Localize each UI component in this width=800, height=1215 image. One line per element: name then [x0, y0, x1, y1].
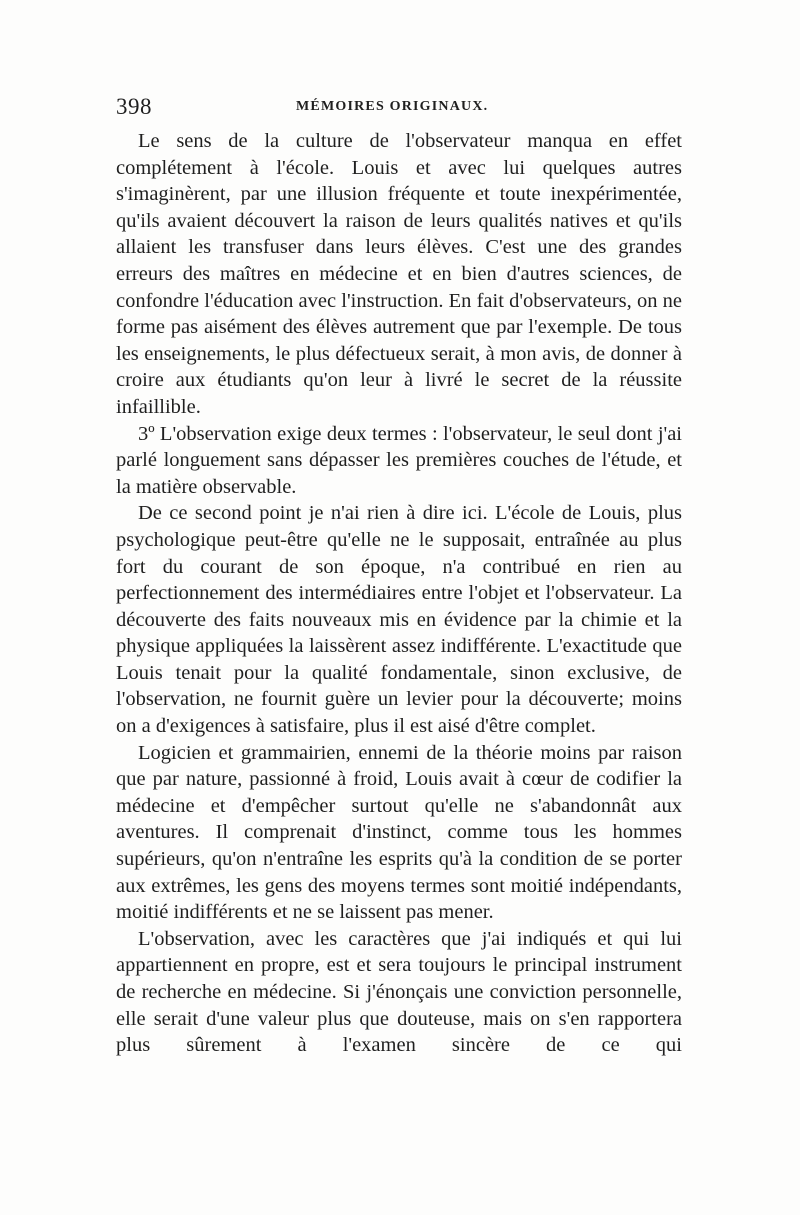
paragraph: Le sens de la culture de l'observateur manqua en effet complétement à l'école. Louis et avec lui quelques autres s'imaginèrent, par une illusion fréquente et toute inexpérimentée, qu'ils avaient découvert la raison de leurs qualités natives et qu'ils allaient les transfuser dans leurs élèves. C'est une des grandes erreurs des maîtres en médecine et en bien d'autres sciences, de confondre l'éducation avec l'instruction. En fait d'observateurs, on ne forme pas aisément des élèves autrement que par l'exemple. De tous les enseignements, le plus défectueux serait, à mon avis, de donner à croire aux étudiants qu'on leur à livré le secret de la réussite infaillible.: [116, 130, 682, 418]
paragraph: 3º L'observation exige deux termes : l'observateur, le seul dont j'ai parlé longuement sans dépasser les premières couches de l'étude, et la matière observable.: [116, 422, 682, 498]
body-text: [116, 128, 682, 1059]
page-number: 398: [116, 94, 152, 119]
paragraph: Logicien et grammairien, ennemi de la théorie moins par raison que par nature, passionné à froid, Louis avait à cœur de codifier la médecine et d'empêcher surtout qu'elle ne s'abandonnât aux aventures. Il comprenait d'instinct, comme tous les hommes supérieurs, qu'on n'entraîne les esprits qu'à la condition de se porter aux extrêmes, les gens des moyens termes sont moitié indépendants, moitié indifférents et ne se laissent pas mener.: [116, 741, 682, 924]
paragraph: De ce second point je n'ai rien à dire ici. L'école de Louis, plus psychologique peut-être qu'elle ne le supposait, entraînée au plus fort du courant de son époque, n'a contribué en rien au perfectionnement des intermédiaires entre l'objet et l'observateur. La découverte des faits nouveaux mis en évidence par la chimie et la physique appliquées la laissèrent assez indifférente. L'exactitude que Louis tenait pour la qualité fondamentale, sinon exclusive, de l'observation, ne fournit guère un levier pour la découverte; moins on a d'exigences à satisfaire, plus il est aisé d'être complet.: [116, 502, 682, 738]
running-title: MÉMOIRES ORIGINAUX.: [296, 99, 489, 114]
running-head: [116, 94, 682, 122]
paragraph: L'observation, avec les caractères que j'ai indiqués et qui lui appartiennent en propre, est et sera toujours le principal instrument de recherche en médecine. Si j'énonçais une conviction personnelle, elle serait d'une valeur plus que douteuse, mais on s'en rapportera plus sûrement à l'examen sincère de ce qui: [116, 927, 682, 1057]
